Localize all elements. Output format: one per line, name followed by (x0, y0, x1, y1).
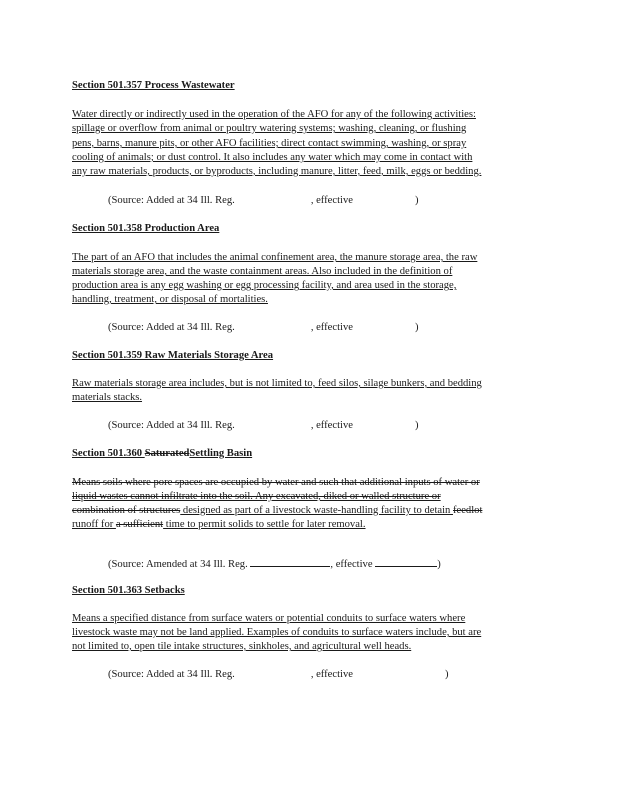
deleted-text: a sufficient (115, 519, 164, 530)
blank-line (375, 556, 437, 567)
source-note-501-359 (108, 419, 419, 433)
paragraph-line: materials stacks. (72, 392, 143, 403)
paragraph-line: pens, barns, manure pits, or other AFO facilities; direct contact swimming, washing, or spray (72, 138, 467, 149)
paragraph-line: Means a specified distance from surface waters or potential conduits to surface waters where (72, 613, 466, 624)
source-close: ) (414, 322, 419, 333)
source-note-501-360 (108, 556, 441, 572)
source-text: (Source: Added at 34 Ill. Reg. (108, 322, 235, 333)
paragraph-line: livestock waste may not be land applied. Examples of conduits to surface waters include, but are (72, 627, 482, 638)
paragraph-line: production area is any egg washing or egg processing facility, and area used in the storage, (72, 280, 457, 291)
source-note-501-363 (108, 668, 449, 682)
heading-deleted-word: Saturated (144, 448, 190, 459)
source-close: ) (437, 559, 441, 570)
source-effective: , effective (330, 559, 376, 570)
paragraph-line: cooling of animals; or dust control. It also includes any water which may come in contact with (72, 152, 473, 163)
source-note-501-358 (108, 321, 419, 335)
section-heading-501-358: Section 501.358 Production Area (72, 223, 220, 234)
source-close: ) (444, 669, 449, 680)
source-close: ) (414, 195, 419, 206)
heading-number: Section 501.360 (72, 448, 145, 459)
section-heading-501-363: Section 501.363 Setbacks (72, 585, 185, 596)
paragraph-line: Water directly or indirectly used in the operation of the AFO for any of the following activities: (72, 109, 476, 120)
source-text: (Source: Added at 34 Ill. Reg. (108, 195, 235, 206)
blank-line (250, 556, 330, 567)
source-close: ) (414, 420, 419, 431)
source-text: (Source: Amended at 34 Ill. Reg. (108, 559, 251, 570)
paragraph-line: The part of an AFO that includes the animal confinement area, the manure storage area, the raw (72, 252, 478, 263)
source-effective: , effective (310, 195, 353, 206)
paragraph-line: handling, treatment, or disposal of mortalities. (72, 294, 268, 305)
source-text: (Source: Added at 34 Ill. Reg. (108, 420, 235, 431)
inserted-text: liquid wastes cannot infiltrate into the soil. Any excavated, diked or walled structure or (72, 491, 441, 502)
paragraph-line: any raw materials, products, or byproducts, including manure, litter, feed, milk, eggs or bedding. (72, 166, 482, 177)
section-heading-501-360 (72, 447, 252, 461)
paragraph-line (72, 476, 480, 490)
deleted-text: Means soils where pore spaces are occupied by water and such that additional inputs of water or (72, 477, 480, 488)
paragraph-line: materials storage area, and the waste containment areas. Also included in the definition of (72, 266, 453, 277)
source-text: (Source: Added at 34 Ill. Reg. (108, 669, 235, 680)
inserted-text: designed as part of a livestock waste-handling facility to detain (180, 505, 453, 516)
source-effective: , effective (310, 420, 353, 431)
paragraph-line (72, 490, 441, 504)
inserted-text: runoff for (72, 519, 116, 530)
paragraph-line (72, 504, 482, 518)
deleted-text: combination of structures (72, 505, 181, 516)
deleted-text: feedlot (452, 505, 483, 516)
paragraph-line: not limited to, open tile intake structures, sinkholes, and agricultural well heads. (72, 641, 412, 652)
section-heading-501-359: Section 501.359 Raw Materials Storage Area (72, 350, 274, 361)
inserted-text: time to permit solids to settle for later removal. (163, 519, 366, 530)
heading-inserted-word: Settling Basin (189, 448, 253, 459)
paragraph-line: spillage or overflow from animal or poultry watering systems; washing, cleaning, or flushing (72, 123, 467, 134)
source-effective: , effective (310, 322, 353, 333)
paragraph-line (72, 518, 366, 532)
source-note-501-357 (108, 194, 419, 208)
section-heading-501-357: Section 501.357 Process Wastewater (72, 80, 235, 91)
source-effective: , effective (310, 669, 353, 680)
paragraph-line: Raw materials storage area includes, but is not limited to, feed silos, silage bunkers, and bedding (72, 378, 482, 389)
